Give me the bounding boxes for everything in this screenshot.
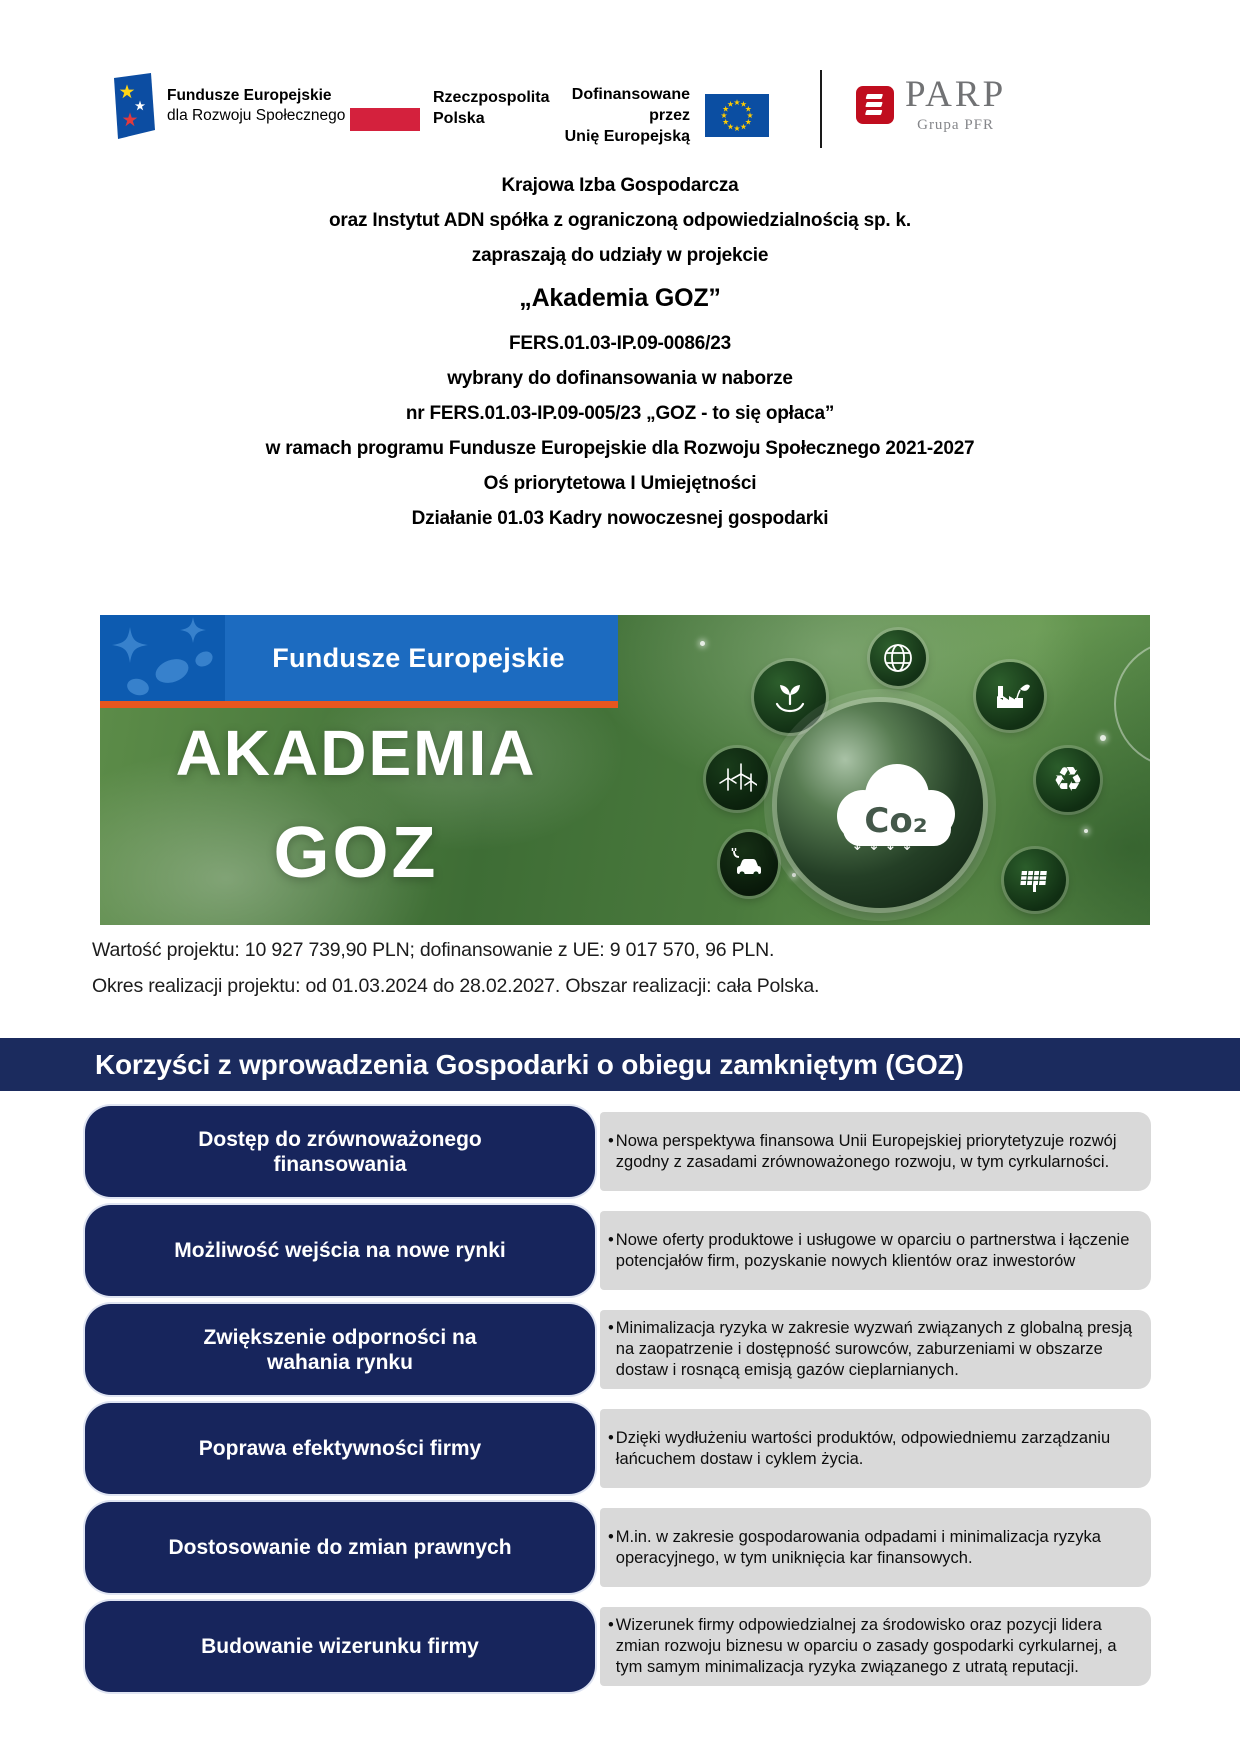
project-title: „Akademia GOZ” [519, 284, 721, 312]
benefit-desc-text: Nowa perspektywa finansowa Unii Europejskiej priorytetyzuje rozwój zgodny z zasadami zrównoważonego rozwoju, w tym cyrkularności. [615, 1131, 1117, 1171]
bullet-icon: • [608, 1319, 614, 1337]
parp-group: Grupa PFR [917, 117, 995, 133]
org-line1: Krajowa Izba Gospodarcza [501, 175, 739, 196]
co2-arrows: ↓↓↓↓ [851, 836, 918, 854]
benefit-desc-box [600, 1310, 1151, 1389]
benefit-desc-text: M.in. w zakresie gospodarowania odpadami i minimalizacja ryzyka operacyjnego, w tym uniknięcia kar finansowych. [615, 1527, 1101, 1567]
parp-logo [856, 76, 1006, 134]
recycle-glyph: ♻ [1052, 760, 1084, 800]
eu-line2: Unię Europejską [564, 128, 690, 145]
project-info [92, 938, 819, 1010]
eu-funding-text [548, 84, 690, 147]
benefit-desc-text: Nowe oferty produktowe i usługowe w oparciu o partnerstwa i łączenie potencjałów firm, pozyskanie nowych klientów oraz inwestorów [615, 1230, 1130, 1270]
fe-program-bar [100, 615, 618, 701]
bullet-icon: • [608, 1527, 614, 1546]
benefit-row [85, 1502, 1151, 1593]
benefit-desc-box [600, 1409, 1151, 1488]
parp-name: PARP [905, 74, 1007, 115]
poland-line1: Rzeczpospolita [433, 88, 550, 106]
project-period-line: Okres realizacji projektu: od 01.03.2024 do 28.02.2027. Obszar realizacji: cała Polska. [92, 975, 820, 997]
benefit-desc-box [600, 1607, 1151, 1686]
co2-cloud-icon [821, 754, 971, 872]
fe-logo-line2: dla Rozwoju Społecznego [167, 107, 346, 124]
benefit-desc-box [600, 1508, 1151, 1587]
parp-icon [856, 86, 894, 124]
bullet-icon: • [608, 1616, 614, 1634]
solar-panel-icon [1004, 849, 1066, 911]
project-detail-line: nr FERS.01.03-IP.09-005/23 „GOZ - to się opłaca” [405, 403, 835, 424]
funding-logos-header [0, 0, 1240, 165]
poland-logo-text [433, 87, 549, 129]
fe-logo-line1: Fundusze Europejskie [167, 87, 332, 104]
divider [820, 70, 822, 148]
fe-logo [106, 70, 345, 142]
akademia-goz-banner [100, 615, 1150, 925]
invitation-text [0, 175, 1240, 543]
invite-line: zapraszają do udziały w projekcie [471, 245, 769, 266]
benefit-desc-box [600, 1112, 1151, 1191]
benefits-list [85, 1106, 1151, 1700]
eu-funds-flag-icon [106, 70, 158, 142]
sparkle [1084, 829, 1088, 833]
org-line2: oraz Instytut ADN spółka z ograniczoną odpowiedzialnością sp. k. [329, 210, 911, 231]
banner-title-akademia: AKADEMIA [175, 717, 537, 789]
poland-logo [350, 84, 549, 131]
benefit-title-box: Dostęp do zrównoważonego finansowania [85, 1106, 595, 1197]
benefit-desc-box [600, 1211, 1151, 1290]
sparkle [1100, 735, 1106, 741]
poland-flag-icon [350, 84, 420, 131]
bullet-icon: • [608, 1131, 614, 1150]
fe-stars-icon [100, 615, 225, 701]
fe-logo-text [167, 86, 345, 126]
benefit-desc-text: Wizerunek firmy odpowiedzialnej za środowisko oraz pozycji lidera zmian rozwoju biznesu w oparciu o zasady gospodarki cyrkularnej, a tym samym minimalizacja ryzyka związanego z utratą reputacji. [615, 1616, 1117, 1676]
project-detail-line: Oś priorytetowa I Umiejętności [483, 473, 757, 494]
benefits-header-bar [0, 1038, 1240, 1091]
globe-icon [870, 630, 926, 686]
benefit-desc-text: Minimalizacja ryzyka w zakresie wyzwań związanych z globalną presją na zaopatrzenie i dostępność surowców, zaburzeniami w obszarze dostaw i rosnącą emisją gazów cieplarnianych. [615, 1319, 1133, 1379]
electric-car-icon [720, 832, 778, 896]
project-detail-line: wybrany do dofinansowania w naborze [447, 368, 793, 389]
project-value-line: Wartość projektu: 10 927 739,90 PLN; dofinansowanie z UE: 9 017 570, 96 PLN. [92, 939, 775, 961]
sprout-hand-icon [754, 661, 826, 733]
benefit-row [85, 1601, 1151, 1692]
benefit-desc-text: Dzięki wydłużeniu wartości produktów, odpowiedniemu zarządzaniu łańcuchem dostaw i cyklem życia. [615, 1428, 1111, 1468]
eco-factory-icon [976, 662, 1044, 730]
benefit-row [85, 1304, 1151, 1395]
poland-line2: Polska [433, 109, 485, 127]
sparkle [700, 641, 705, 646]
banner-title-goz: GOZ [273, 813, 439, 893]
earth-globe-image [777, 702, 983, 908]
benefit-title-box: Budowanie wizerunku firmy [85, 1601, 595, 1692]
eu-flag-icon [705, 94, 769, 137]
project-detail-line: Działanie 01.03 Kadry nowoczesnej gospodarki [411, 508, 829, 529]
wind-turbine-icon [706, 748, 768, 810]
benefit-row [85, 1106, 1151, 1197]
eu-funding-logo [548, 84, 769, 147]
benefit-row [85, 1205, 1151, 1296]
benefit-title-box: Możliwość wejścia na nowe rynki [85, 1205, 595, 1296]
recycle-icon [1036, 748, 1100, 812]
parp-text [905, 76, 1006, 134]
benefits-header-title: Korzyści z wprowadzenia Gospodarki o obiegu zamkniętym (GOZ) [95, 1049, 964, 1080]
eu-line1: Dofinansowane przez [571, 86, 690, 124]
benefit-row [85, 1403, 1151, 1494]
benefit-title-box: Zwiększenie odporności na wahania rynku [85, 1304, 595, 1395]
benefit-title-box: Dostosowanie do zmian prawnych [85, 1502, 595, 1593]
svg-text:Co₂: Co₂ [864, 801, 928, 841]
sparkle [792, 873, 796, 877]
project-number: FERS.01.03-IP.09-0086/23 [509, 333, 731, 354]
decor-ring [1114, 640, 1150, 768]
fe-program-label: Fundusze Europejskie [272, 642, 565, 673]
bullet-icon: • [608, 1428, 614, 1447]
project-detail-line: w ramach programu Fundusze Europejskie dla Rozwoju Społecznego 2021-2027 [265, 438, 975, 459]
benefit-title-box: Poprawa efektywności firmy [85, 1403, 595, 1494]
bullet-icon: • [608, 1230, 614, 1249]
